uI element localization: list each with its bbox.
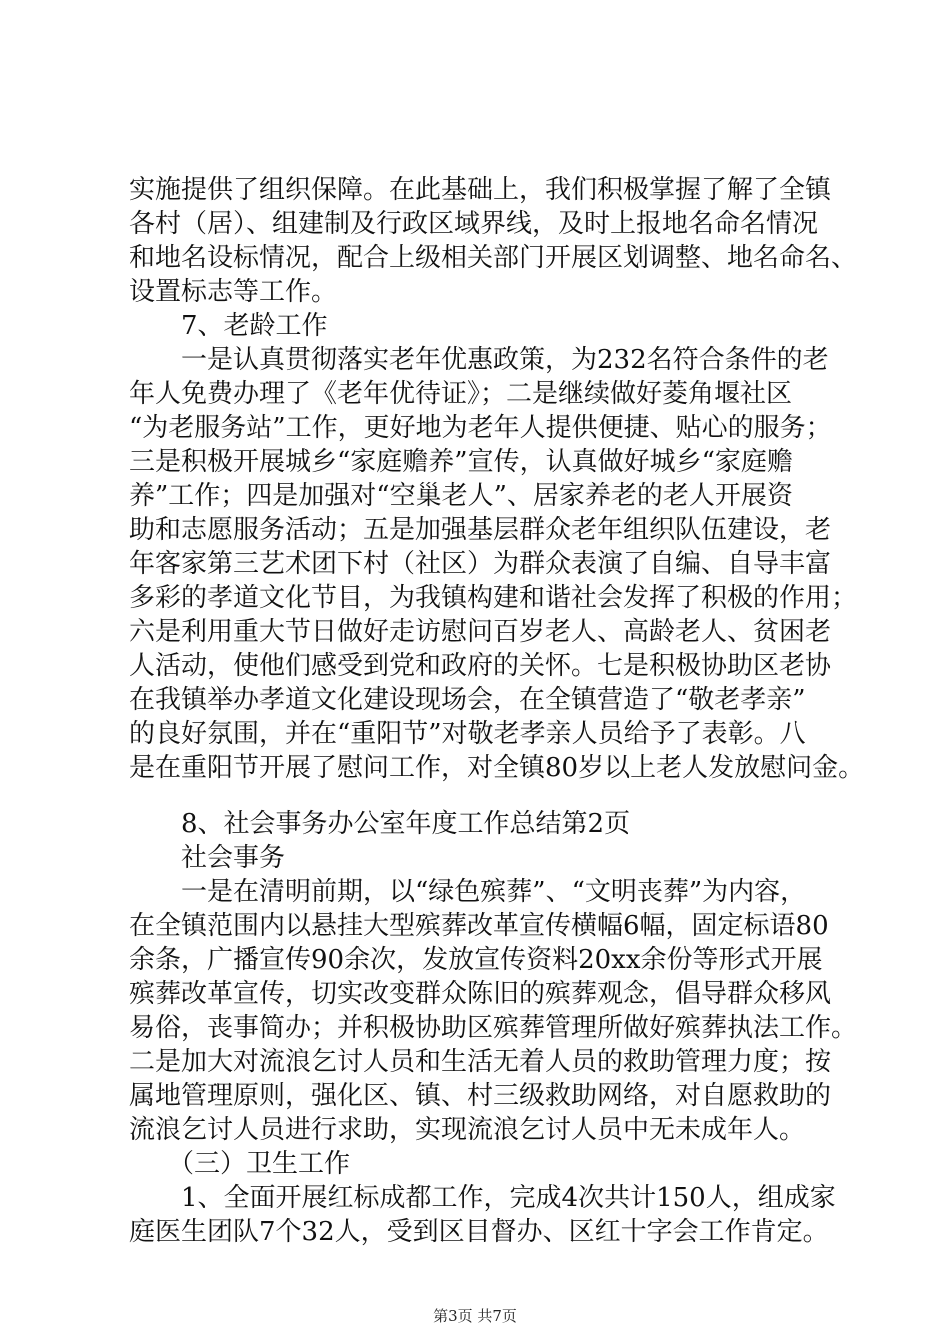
body-line: 养”工作；四是加强对“空巢老人”、居家养老的老人开展资 bbox=[129, 481, 793, 511]
section-heading: 社会事务 bbox=[129, 843, 286, 873]
body-line: 六是利用重大节日做好走访慰问百岁老人、高龄老人、贫困老 bbox=[129, 617, 832, 647]
page-number-footer: 第3页 共7页 bbox=[433, 1307, 517, 1325]
body-line: 在我镇举办孝道文化建设现场会，在全镇营造了“敬老孝亲” bbox=[129, 685, 806, 715]
section-heading: 8、社会事务办公室年度工作总结第2页 bbox=[129, 809, 631, 839]
body-line: 在全镇范围内以悬挂大型殡葬改革宣传横幅6幅，固定标语80 bbox=[129, 911, 829, 941]
body-line: 二是加大对流浪乞讨人员和生活无着人员的救助管理力度；按 bbox=[129, 1047, 832, 1077]
body-line: 的良好氛围，并在“重阳节”对敬老孝亲人员给予了表彰。八 bbox=[129, 719, 806, 749]
body-line: 易俗，丧事简办；并积极协助区殡葬管理所做好殡葬执法工作。 bbox=[129, 1013, 858, 1043]
body-line: 实施提供了组织保障。在此基础上，我们积极掌握了解了全镇 bbox=[129, 175, 832, 205]
section-heading: （三）卫生工作 bbox=[129, 1149, 351, 1179]
body-line: 余条，广播宣传90余次，发放宣传资料20xx余份等形式开展 bbox=[129, 945, 823, 975]
body-line: 设置标志等工作。 bbox=[129, 277, 338, 307]
body-line: 属地管理原则，强化区、镇、村三级救助网络，对自愿救助的 bbox=[129, 1081, 832, 1111]
body-line: 1、全面开展红标成都工作，完成4次共计150人，组成家 bbox=[129, 1183, 836, 1213]
body-line: 一是认真贯彻落实老年优惠政策，为232名符合条件的老 bbox=[129, 345, 829, 375]
body-line: 年人免费办理了《老年优待证》；二是继续做好菱角堰社区 bbox=[129, 379, 793, 409]
body-line: 人活动，使他们感受到党和政府的关怀。七是积极协助区老协 bbox=[129, 651, 832, 681]
body-line: 助和志愿服务活动；五是加强基层群众老年组织队伍建设，老 bbox=[129, 515, 832, 545]
body-line: 各村（居）、组建制及行政区域界线，及时上报地名命名情况 bbox=[129, 209, 819, 239]
body-line: “为老服务站”工作，更好地为老年人提供便捷、贴心的服务； bbox=[129, 413, 832, 443]
section-heading: 7、老龄工作 bbox=[129, 311, 328, 341]
body-line: 殡葬改革宣传，切实改变群众陈旧的殡葬观念，倡导群众移风 bbox=[129, 979, 832, 1009]
body-line: 庭医生团队7个32人，受到区目督办、区红十字会工作肯定。 bbox=[129, 1217, 829, 1247]
body-line: 多彩的孝道文化节目，为我镇构建和谐社会发挥了积极的作用； bbox=[129, 583, 858, 613]
body-line: 年客家第三艺术团下村（社区）为群众表演了自编、自导丰富 bbox=[129, 549, 832, 579]
body-line: 一是在清明前期，以“绿色殡葬”、“文明丧葬”为内容， bbox=[129, 877, 807, 907]
body-line: 三是积极开展城乡“家庭赡养”宣传，认真做好城乡“家庭赡 bbox=[129, 447, 793, 477]
body-line: 流浪乞讨人员进行求助，实现流浪乞讨人员中无未成年人。 bbox=[129, 1115, 806, 1145]
body-line: 是在重阳节开展了慰问工作，对全镇80岁以上老人发放慰问金。 bbox=[129, 753, 865, 783]
body-line: 和地名设标情况，配合上级相关部门开展区划调整、地名命名、 bbox=[129, 243, 858, 273]
